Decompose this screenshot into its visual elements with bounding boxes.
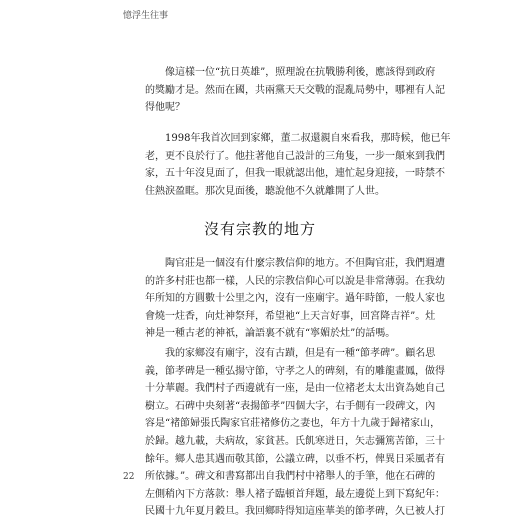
text-line: 家，五十年沒見面了，但我一眼就認出他，連忙起身迎接，一時禁不: [145, 168, 445, 180]
text-line: 所依據。”。碑文和書寫都出自我們村中褚舉人的手筆，他在石碑的: [145, 471, 436, 483]
text-line: 住熱淚盈眶。那次見面後，聽說他不久就離開了人世。: [145, 185, 385, 197]
text-line: 年所知的方圓數十公里之內，沒有一座廟宇。過年時節，一般人家也: [145, 293, 445, 305]
text-line: 十分華麗。我們村子西邊就有一座，是由一位褚老太太出資為她自己: [145, 383, 445, 395]
text-line: 1998年我首次回到家鄉，董二叔還親自來看我，那時候，他已年: [145, 133, 451, 144]
paragraph-no-religion: [145, 255, 445, 343]
text-line: 義，節孝碑是一種弘揚守節，守孝之人的碑刻，有的雕龍畫鳳，做得: [145, 365, 445, 377]
text-line: 的獎勵才是。然而在國，共兩黨天天交戰的混亂局勢中，哪裡有人記: [145, 84, 445, 96]
text-line: 的許多村莊也都一樣，人民的宗教信仰心可以說是非常薄弱。在我幼: [145, 275, 445, 287]
text-line: 得他呢？: [145, 102, 185, 114]
paragraph-chastity-stele: [145, 345, 445, 521]
text-line: 左側稍內下方落款：舉人褚子臨頓首拜題，最左邊從上到下寫紀年：: [145, 488, 445, 500]
text-line: 神是一種古老的神祇，論語裏不就有“寧媚於灶”的話嗎。: [145, 328, 396, 340]
text-line: 會燒一炷香，向灶神祭拜，希望祂“上天言好事，回宮降吉祥”。灶: [145, 310, 436, 322]
text-line: 容是“褚節婦張氏陶家官莊褚修仿之妻也，年方十九歲于歸褚家山，: [145, 418, 441, 430]
text-line: 我的家鄉沒有廟宇，沒有古蹟，但是有一種“節孝碑”。顧名思: [145, 348, 436, 359]
text-line: 民國十九年夏月穀旦。我回鄉時得知這座華美的節孝碑，久已被人打: [145, 506, 445, 518]
text-line: 像這樣一位“抗日英雄”，照理說在抗戰勝利後，應該得到政府: [145, 67, 436, 78]
text-line: 陶官莊是一個沒有什麼宗教信仰的地方。不但陶官莊，我們週遭: [145, 258, 445, 269]
running-header: 憶浮生往事: [123, 11, 169, 21]
section-title: 沒有宗教的地方: [203, 220, 316, 238]
text-line: 樹立。石碑中央刻著“表揚節孝”四個大字，右手側有一段碑文，內: [145, 400, 436, 412]
text-line: 老，更不良於行了。他拄著他自己設計的三角隻，一步一顛來到我們: [145, 150, 445, 162]
paragraph-hero-fate: [145, 64, 445, 117]
text-line: 餘年。鄉人患其遇而敬其節，公議立碑，以垂不朽，俾異日采風者有: [145, 453, 445, 465]
text-line: 於歸。越九載，夫病故，家貧甚。氏飢寒迸日，矢志彌篤苦節，三十: [145, 435, 445, 447]
paragraph-1998-visit: [145, 130, 451, 200]
page-number: 22: [123, 472, 135, 482]
